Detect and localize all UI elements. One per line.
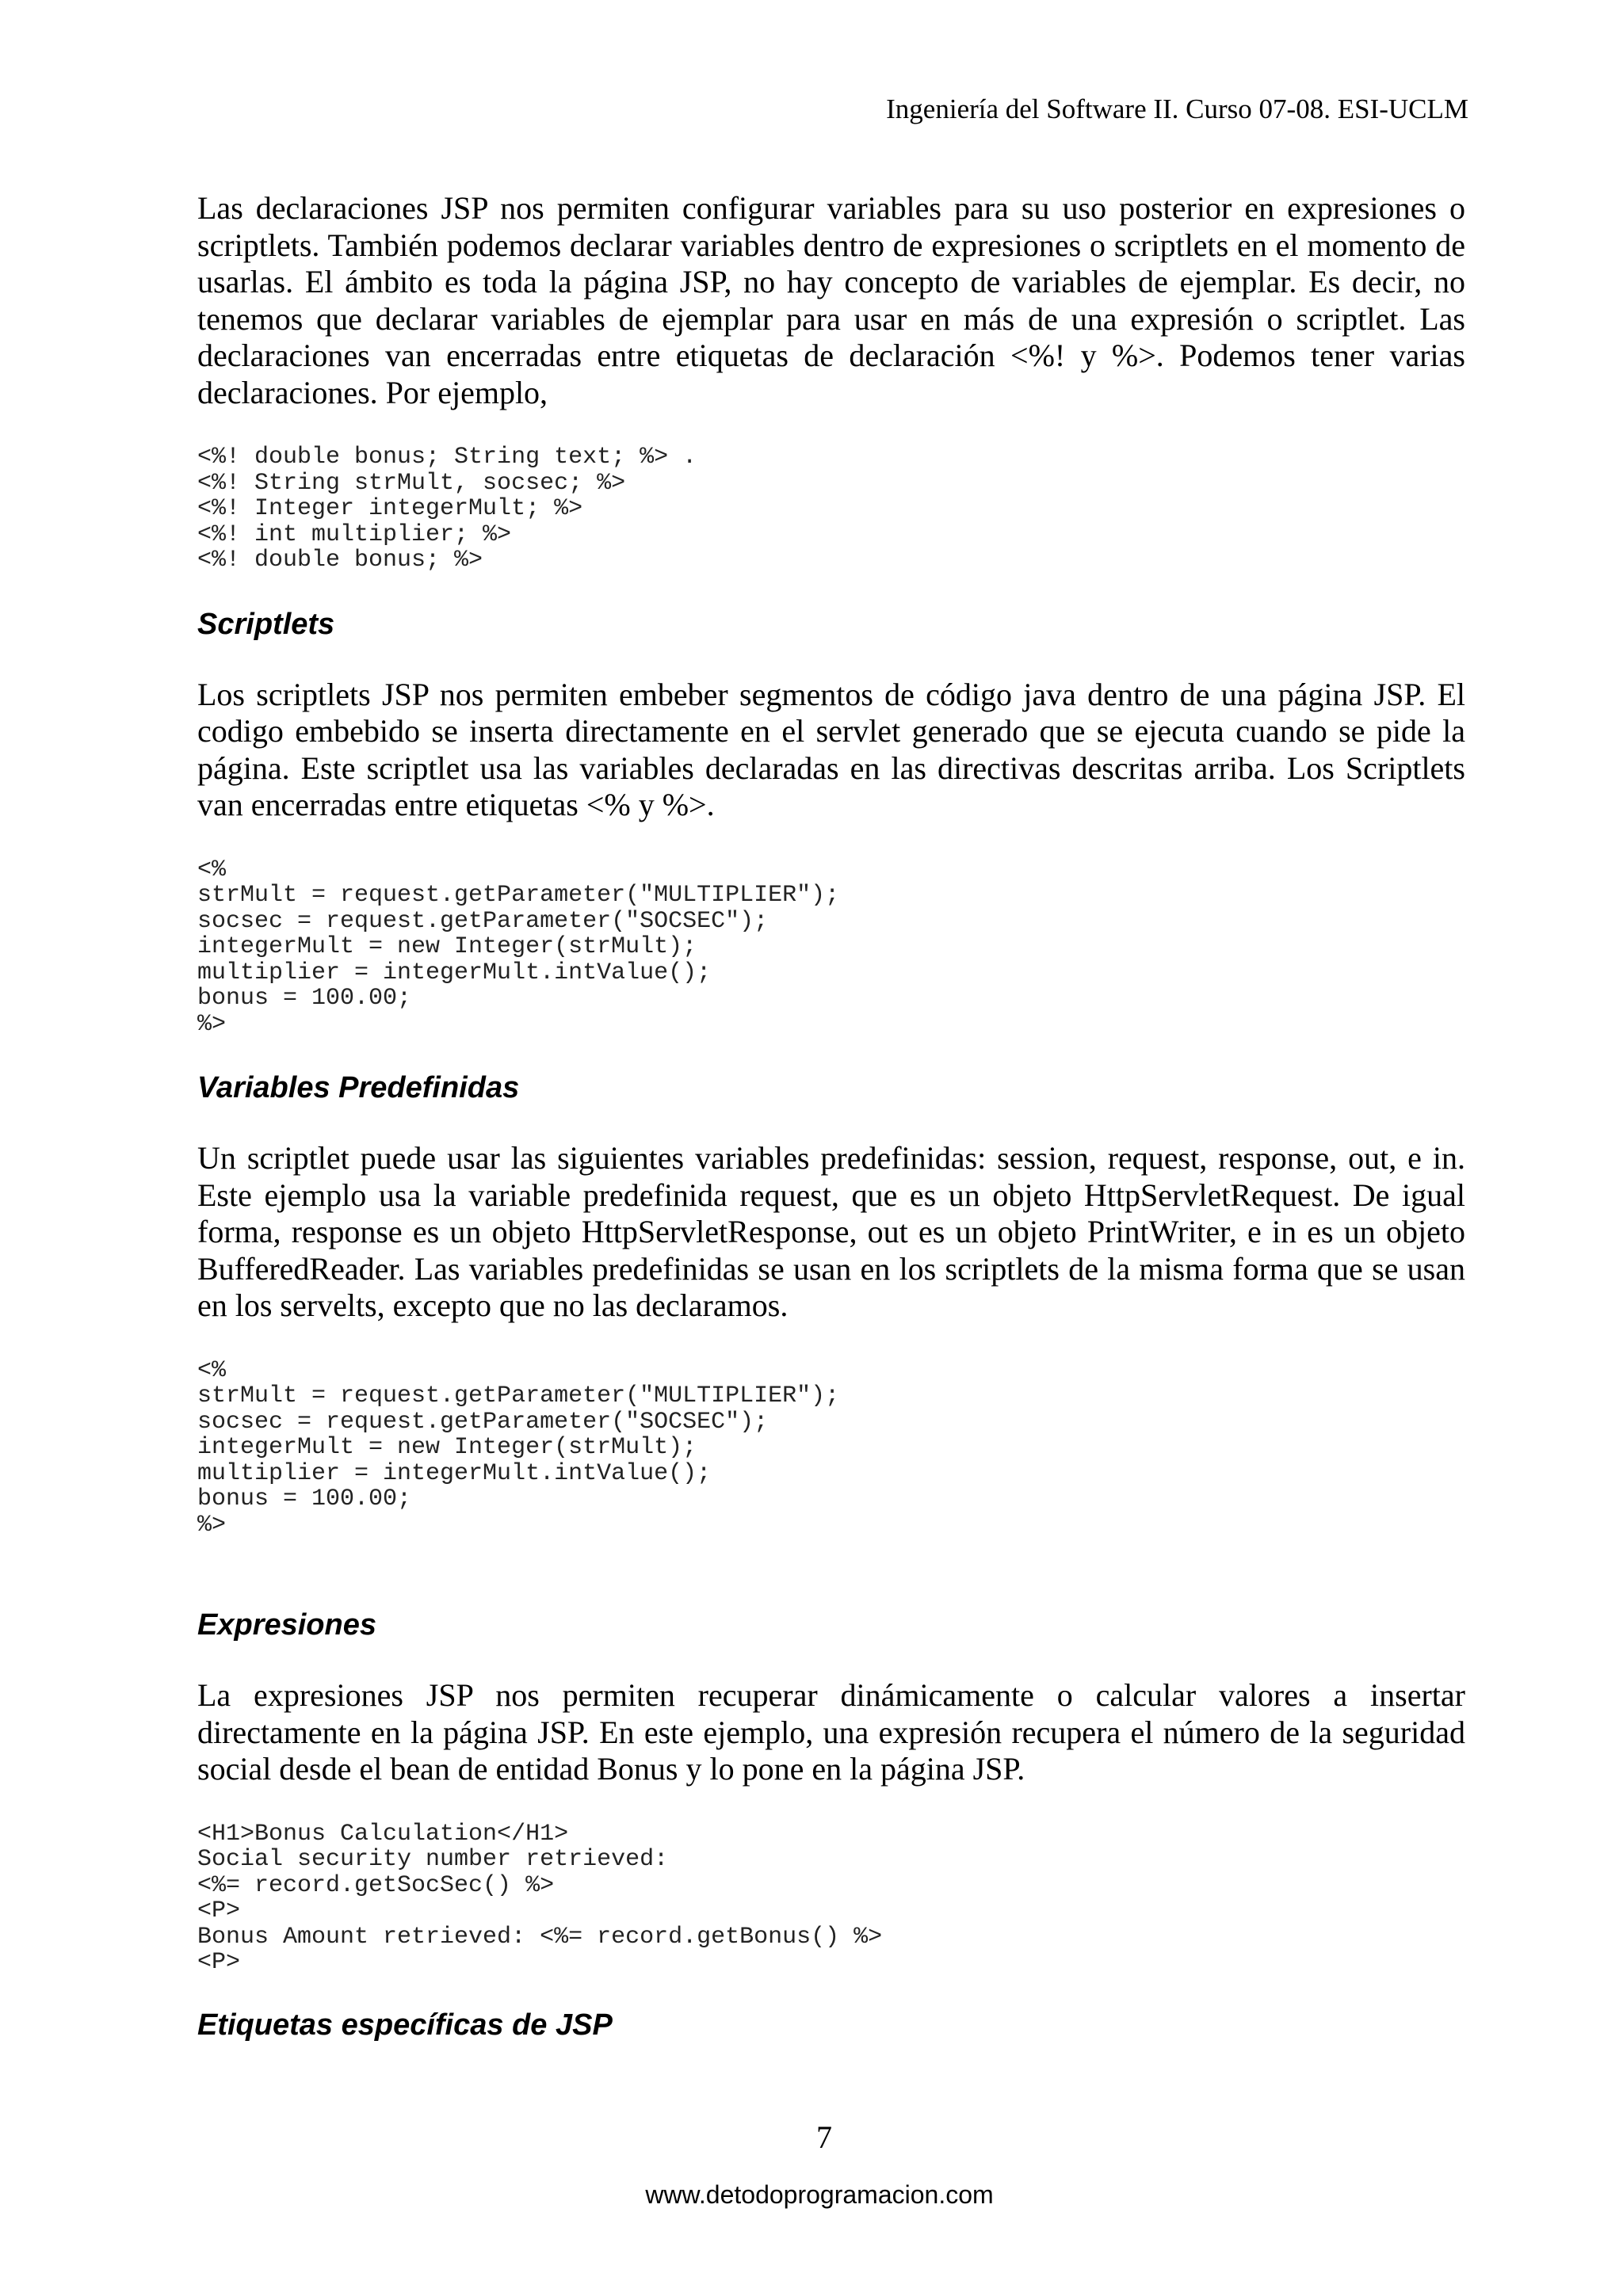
predefined-variables-code-block: <% strMult = request.getParameter("MULTIPLIER"); socsec = request.getParameter("SOCSEC"); integerMult = new Integer(strMult); multiplier = integerMult.intValue(); bonus = 100.00; %> bbox=[197, 1356, 840, 1539]
jsp-tags-heading: Etiquetas específicas de JSP bbox=[197, 2008, 613, 2042]
running-header: Ingeniería del Software II. Curso 07-08. ESI-UCLM bbox=[886, 93, 1468, 124]
predefined-variables-heading: Variables Predefinidas bbox=[197, 1071, 520, 1104]
scriptlets-paragraph: Los scriptlets JSP nos permiten embeber segmentos de código java dentro de una página JSP. El codigo embebido se inserta directamente en el servlet generado que se ejecuta cuando se pide la página. Este scriptlet usa las variables declaradas en las directivas descritas arriba. Los Scriptlets van encerradas entre etiquetas <% y %>. bbox=[197, 676, 1465, 822]
scriptlets-code-block: <% strMult = request.getParameter("MULTIPLIER"); socsec = request.getParameter("SOCSEC"); integerMult = new Integer(strMult); multiplier = integerMult.intValue(); bonus = 100.00; %> bbox=[197, 856, 840, 1038]
predefined-variables-paragraph: Un scriptlet puede usar las siguientes variables predefinidas: session, request, response, out, e in. Este ejemplo usa la variable predefinida request, que es un objeto HttpServletRequest. De igual forma, response es un objeto HttpServletResponse, out es un objeto PrintWriter, e in es un objeto BufferedReader. Las variables predefinidas se usan en los scriptlets de la misma forma que se usan en los servelts, excepto que no las declaramos. bbox=[197, 1140, 1465, 1323]
expressions-heading: Expresiones bbox=[197, 1608, 376, 1642]
footer-url: www.detodoprogramacion.com bbox=[645, 2180, 994, 2209]
expressions-code-block: <H1>Bonus Calculation</H1> Social security number retrieved: <%= record.getSocSec() %> <P> Bonus Amount retrieved: <%= record.getBonus() %> <P> bbox=[197, 1820, 883, 1976]
expressions-paragraph: La expresiones JSP nos permiten recuperar dinámicamente o calcular valores a insertar directamente en la página JSP. En este ejemplo, una expresión recupera el número de la seguridad social desde el bean de entidad Bonus y lo pone en la página JSP. bbox=[197, 1677, 1465, 1787]
page-number: 7 bbox=[816, 2119, 832, 2155]
declarations-paragraph: Las declaraciones JSP nos permiten configurar variables para su uso posterior en expresiones o scriptlets. También podemos declarar variables dentro de expresiones o scriptlets en el momento de usarlas. El ámbito es toda la página JSP, no hay concepto de variables de ejemplar. Es decir, no tenemos que declarar variables de ejemplar para usar en más de una expresión o scriptlet. Las declaraciones van encerradas entre etiquetas de declaración <%! y %>. Podemos tener varias declaraciones. Por ejemplo, bbox=[197, 190, 1465, 410]
page-body bbox=[197, 190, 1465, 2042]
scriptlets-heading: Scriptlets bbox=[197, 607, 335, 641]
declarations-code-block: <%! double bonus; String text; %> . <%! String strMult, socsec; %> <%! Integer integerMult; %> <%! int multiplier; %> <%! double bonus; %> bbox=[197, 444, 697, 574]
